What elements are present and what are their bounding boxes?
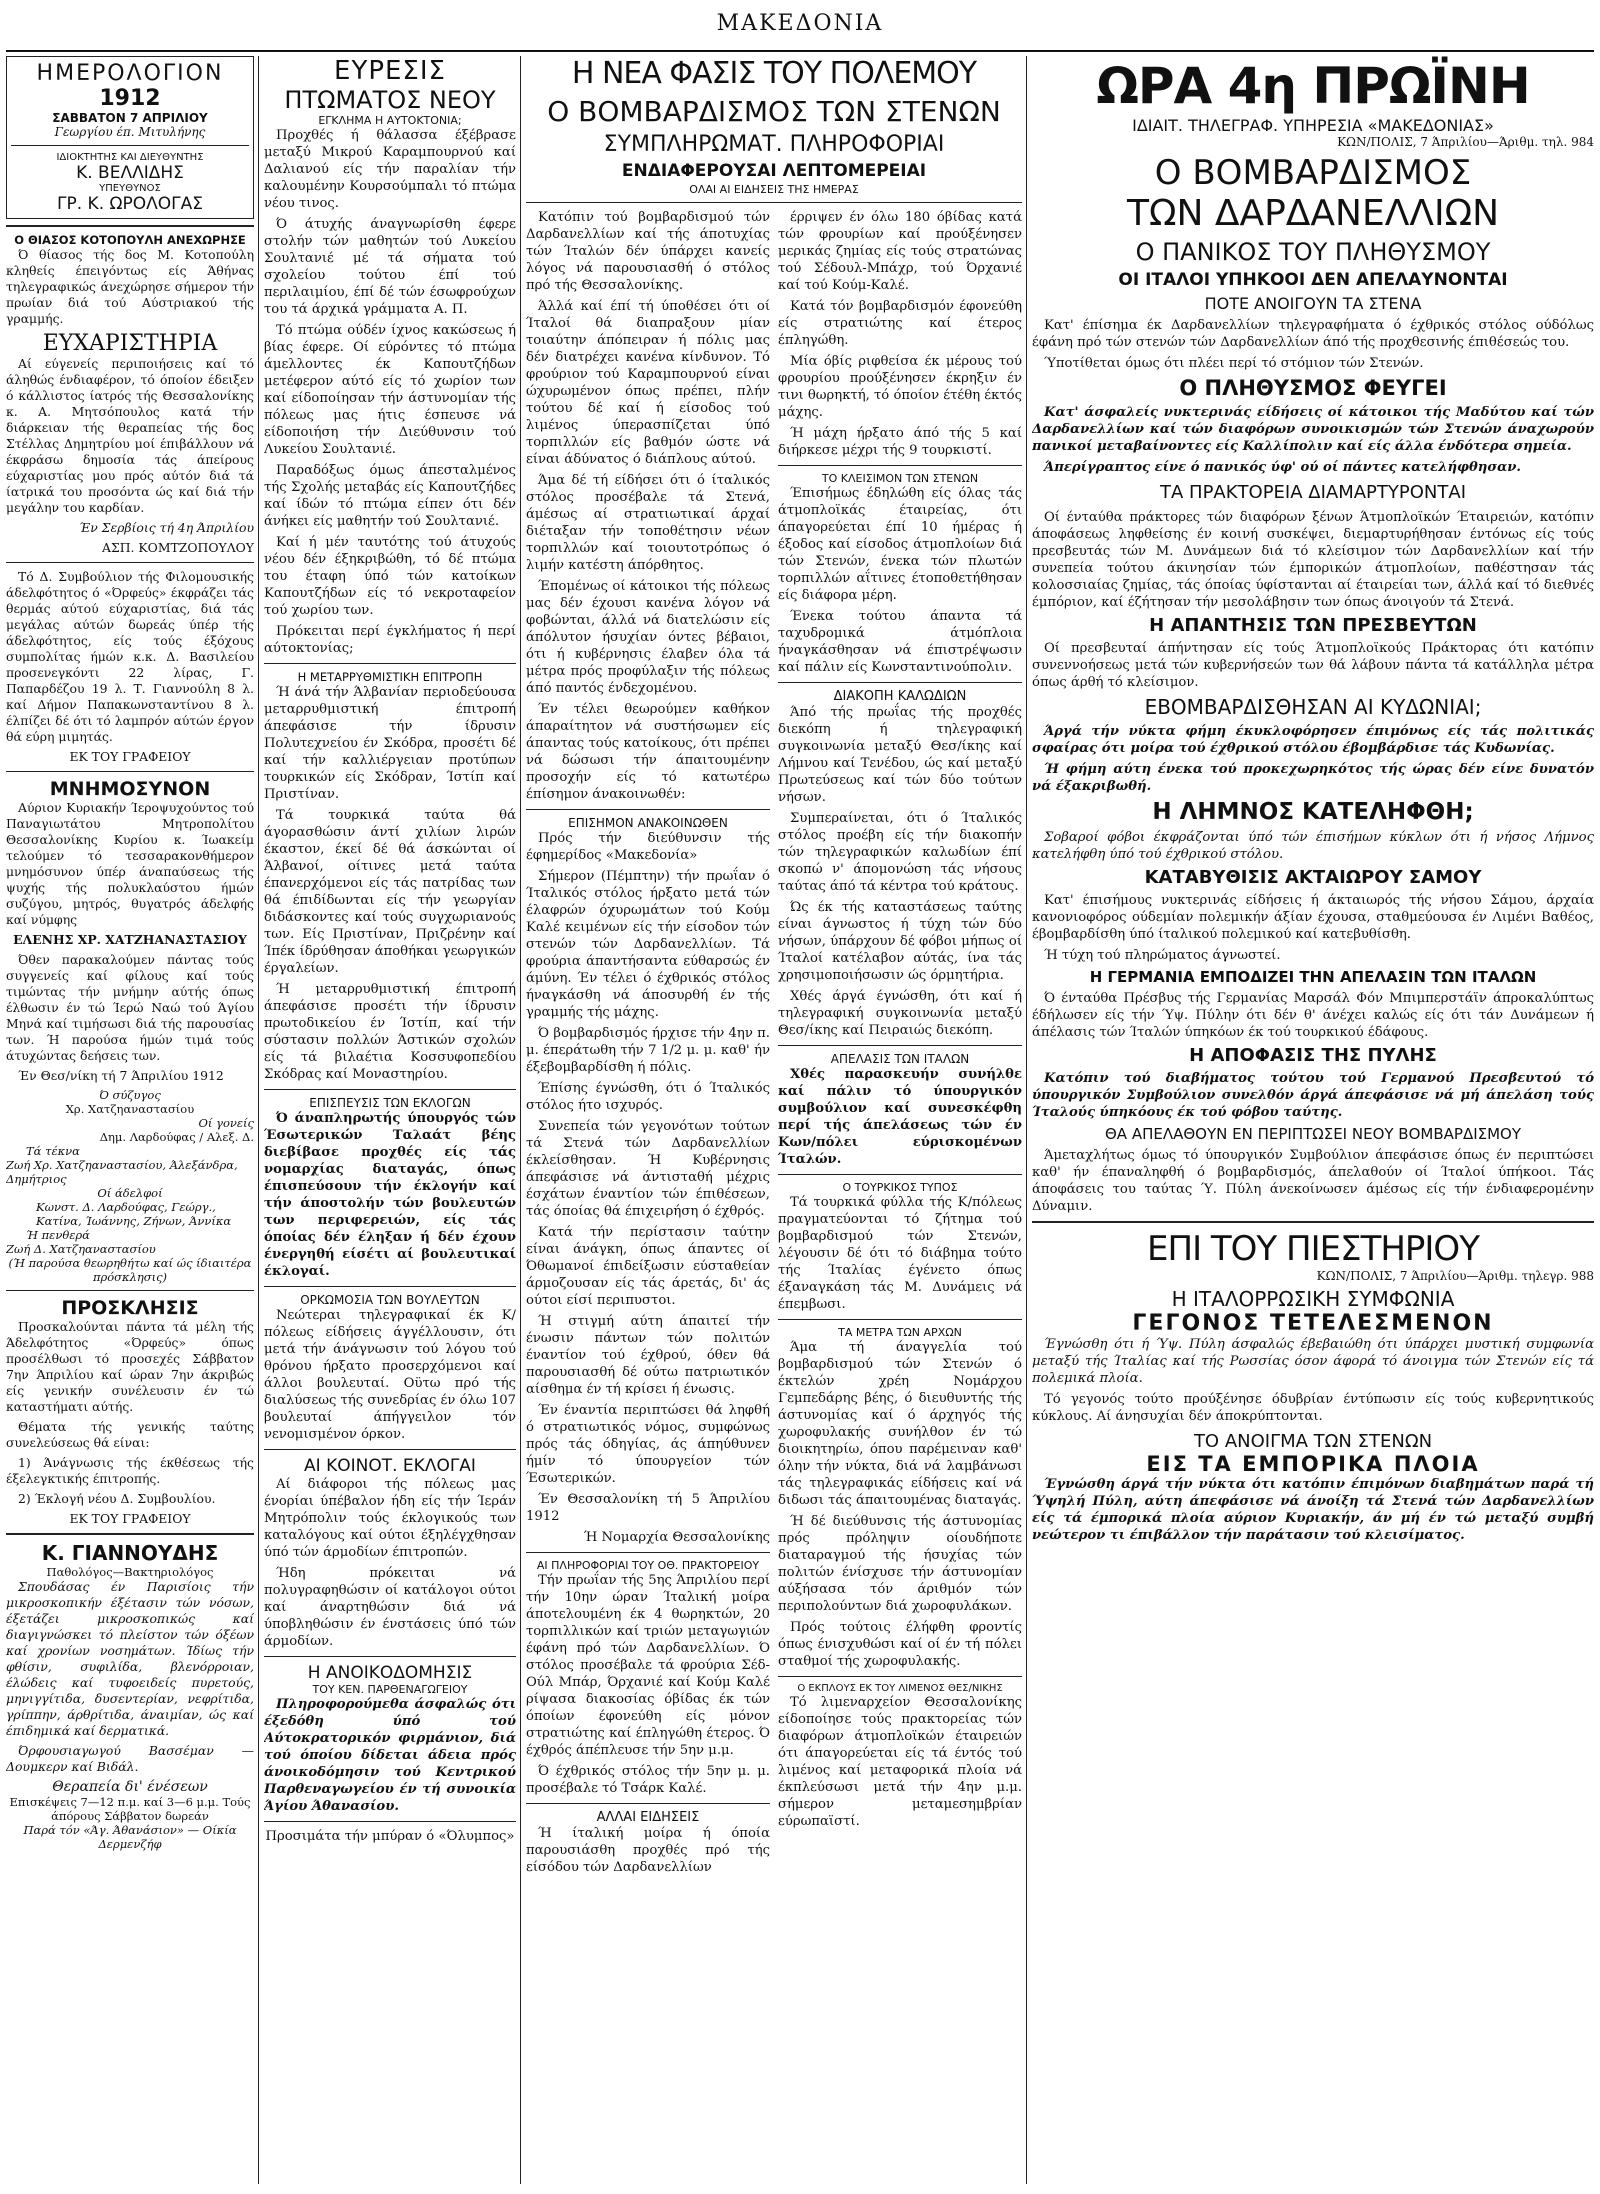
population-flees-headline: Ο ΠΛΗΘΥΣΜΟΣ ΦΕΥΓΕΙ xyxy=(1179,376,1447,400)
closure-paragraph: Έπισήμως έδηλώθη είς όλας τάς άτμοπλοϊκάς έταιρείας, ότι άπαγορεύεται έπί 10 ήμέρας ή έξοδος καί είσοδος άτμοπλοίων διά τών Στενών, ένεκα τών πλωτών τορπιλλών αΐτινες έτοποθετήθησαν είς διάφορα μέρη. xyxy=(778,486,1022,603)
agency-paragraph: Τήν πρωΐαν τής 5ης Άπριλίου περί τήν 10ην ώραν Ίταλική μοίρα άποτελουμένη έκ 4 θωρηκτών, 20 τορπιλλικών καί τριών μεταγωγιών έφάνη πρό τών Δαρδανελλίων. Ό στόλος προσέβαλε τά φρούρια Σέδ-Ούλ Μπάρ, Όρχανιέ καί Κούμ Καλέ ρίψασα διακοσίας όβίδας έκ τών όποίων έφονεύθη είς μόνον στρατιώτης καί έπληγώθη έτερος. Ό έχθρός άπέπλευσε τήν 5ην μ.μ. xyxy=(526,1573,770,1758)
telegraph-service: ΙΔΙΑΙΤ. ΤΗΛΕΓΡΑΦ. ΥΠΗΡΕΣΙΑ «ΜΑΚΕΔΟΝΙΑΣ» xyxy=(1132,116,1494,135)
closure-paragraph: Ένεκα τούτου άπαντα τά ταχυδρομικά άτμόπλοια ήναγκάσθησαν νά έπιστρέψωσιν καί πάλιν είς Κωνσταντινούπολιν. xyxy=(778,609,1022,675)
germany-paragraph: Ό ένταύθα Πρέσβυς τής Γερμανίας Μαρσάλ Φόν Μπιμπερστάϊν άπροκαλύπτως έδήλωσεν είς τήν Ύψ. Πύλην ότι δέν θ' άνέχει καλώς είς ότι τάν Δυνάμεων ή άπέλασις τών Ίταλών ύπηκόων έκ τού τουρκικού έδάφους. xyxy=(1032,991,1594,1040)
opening-headline-2: ΕΙΣ ΤΑ ΕΜΠΟΡΙΚΑ ΠΛΟΙΑ xyxy=(1146,1452,1480,1476)
corpse-paragraph: Πρόκειται περί έγκλήματος ή περί αύτοκτονίας; xyxy=(264,624,516,656)
memorial-headline: ΜΝΗΜΟΣΥΝΟΝ xyxy=(49,778,211,800)
official-paragraph: Ό βομβαρδισμός ήρχισε τήν 4ην π. μ. έπεράτωθη τήν 7 1/2 μ. μ. καθ' ήν έξεβομβαρδίσθη ή πόλις. xyxy=(526,1026,770,1075)
doctor-hours: Επισκέψεις 7—12 π.μ. καί 3—6 μ.μ. Τούς άπόρους Σάββατον δωρεάν xyxy=(9,1795,251,1823)
expulsion-paragraph: Χθές παρασκευήν συνήλθε καί πάλιν τό ύπουργικόν συμβούλιον καί συνεσκέφθη περί τής άπελάσεως τών έν Κων/πόλει εύρισκομένων Ίταλών. xyxy=(778,1067,1022,1167)
official-paragraph: Ή στιγμή αύτη άπαιτεί τήν ένωσιν πάντων τών πολιτών έναντίον τού έχθρού, όθεν θά παρουσιασθή δέ ούτω πατριωτικόν αίσθημα έν τή κρίσει ή ένωσις. xyxy=(526,1314,770,1397)
doctor-text: Σπουδάσας έν Παρισίοις τήν μικροσκοπικήν έξέτασιν τών νόσων, έξετάζει μικροσκοπικώς καί διαγιγνώσκει τό πλείστον τών όξέων καί χρονίων νοσημάτων. Ίδίως τήν φθίσιν, συφιλίδα, βλενόρροιαν, έλώδεις καί τυφοειδείς πυρετούς, μηνιγγίτιδα, δυσεντερίαν, νεφρίτιδα, γρίππην, άρθρίτιδα, άναιμίαν, ώς καί έπιδημικά καί δερματικά. xyxy=(6,1579,254,1738)
straits-opening-headline: ΠΟΤΕ ΑΝΟΙΓΟΥΝ ΤΑ ΣΤΕΝΑ xyxy=(1204,294,1422,313)
samos-paragraph: Κατ' έπισήμους νυκτερινάς είδήσεις ή άκταιωρός τής νήσου Σάμου, άρχαία κανονιοφόρος ούδεμίαν πολεμικήν άξίαν έχουσα, σταθμεύουσα έν Λιμένι Βαθέος, έβομβαρδίσθη ύπό ίταλικού πολεμικού καί κατεβυθίσθη. xyxy=(1032,893,1594,942)
official-addressee: Πρός τήν διεύθυνσιν τής έφημερίδος «Μακεδονία» xyxy=(526,831,770,863)
bombardment-paragraph: Έπομένως οί κάτοικοι τής πόλεως μας δέν έχουσι κανένα λόγον νά φοβώνται, άλλά νά διατελώσιν είς άπόλυτον ήσυχίαν όντες βέβαιοι, ότι ή κυβέρνησις έλαβεν όλα τά μέτρα πρός προφύλαξιν τής πόλεως άπό παντός ένδεχομένου. xyxy=(526,579,770,696)
agencies-headline: ΤΑ ΠΡΑΚΤΟΡΕΙΑ ΔΙΑΜΑΡΤΥΡΟΝΤΑΙ xyxy=(1160,482,1466,503)
accord-headline-2: ΓΕΓΟΝΟΣ ΤΕΤΕΛΕΣΜΕΝΟΝ xyxy=(1132,1311,1494,1336)
opening-headline: ΤΟ ΑΝΟΙΓΜΑ ΤΩΝ ΣΤΕΝΩΝ xyxy=(1193,1431,1433,1452)
accord-paragraph: Τό γεγονός τούτο προύξένησε όδυβρίαν έντύπωσιν είς τούς κυβερνητικούς κύκλους. Αί άνησυχίαι δέν άποκρύπτονται. xyxy=(1032,1392,1594,1424)
cable-paragraph: Ώς έκ τής καταστάσεως ταύτης είναι άγνωστος ή τύχη τών δύο νήσων, ύπάρχουν δέ φόβοι μήπως οί Ίταλοί κατέλαβον αύτάς, ίνα τάς χρησιμοποιήσωσιν ώς όρμητήρια. xyxy=(778,900,1022,983)
samos-paragraph: Ή τύχη τού πληρώματος άγνωστεί. xyxy=(1044,948,1281,963)
doctor-subtitle: Παθολόγος—Βακτηριολόγος xyxy=(46,1565,214,1579)
column-rule xyxy=(258,56,259,2184)
orpheus-text: Τό Δ. Συμβούλιον τής Φιλομουσικής άδελφότητος ό «Όρφεύς» έκφράζει τάς θερμάς αύτού εύχαριστίας, διά τάς μεγάλας αύτών δωρεάς ύπέρ τής άδελφότητος, είς τούς έξόχους συμπολίτας ήμών κ.κ. Δ. Βασιλείου προσενεγκόντι 22 λίρας, Γ. Παπαρδέζου 19 λ. Τ. Γιαννούλη 8 λ. καί Δήμον Παπακωνσταντίνου 8 λ. έλπίζει δέ ότι τό λαμπρόν αύτών έργον θά εύρη μιμητάς. xyxy=(6,569,254,744)
inlaw-note: (Ή παρούσα θεωρηθήτω καί ώς ίδιαιτέρα πρόσκλησις) xyxy=(8,1256,252,1284)
bombardment-headline-1: Ο ΒΟΜΒΑΡΔΙΣΜΟΣ xyxy=(1154,153,1472,193)
owner-label: ΙΔΙΟΚΤΗΤΗΣ ΚΑΙ ΔΙΕΥΘΥΝΤΗΣ xyxy=(56,152,204,163)
elections-paragraph: Ό άναπληρωτής ύπουργός τών Έσωτερικών Ταλαάτ βέης διεβίβασε προχθές είς τάς νομαρχίας διαταγάς, όπως έπισπεύσουν τήν έκλογήν καί τήν άποστολήν τών βουλευτών των περιφερειών, είς τάς όποίας δέν έληξαν ή δέν έχουν ένεργηθή είσέτι αί βουλευτικαί έκλογαί. xyxy=(264,1111,516,1279)
press-headline: ΕΠΙ ΤΟΥ ΠΙΕΣΤΗΡΙΟΥ xyxy=(1147,1229,1479,1269)
invite-agenda: Θέματα τής γενικής ταύτης συνελεύσεως θά είναι: xyxy=(6,1419,254,1450)
column-2 xyxy=(264,56,516,2184)
turkish-press-paragraph: Τά τουρκικά φύλλα τής Κ/πόλεως πραγματεύονται τό ζήτημα τού βομβαρδισμού τών Στενών, λέγουσιν δέ ότι τό διάβημα τούτο τής Ίταλίας έγένετο όπως έξαναγκάση τάς Μ. Δυνάμεις νά έπεμβωσι. xyxy=(778,1195,1022,1312)
cable-paragraph: Συμπεραίνεται, ότι ό Ίταλικός στόλος προέβη είς τήν διακοπήν τών τηλεγραφικών καλωδίων έπί σκοπώ ν' άπομονώση τάς νήσους ταύτας άπό τά κέντρα τού κράτους. xyxy=(778,811,1022,894)
official-paragraph: Έπίσης έγνώσθη, ότι ό Ίταλικός στόλος ήτο ισχυρός. xyxy=(526,1081,770,1113)
dateline-1: ΚΩΝ/ΠΟΛΙΣ, 7 Άπριλίου—Άριθμ. τηλ. 984 xyxy=(1337,135,1594,149)
elections-headline: ΕΠΙΣΠΕΥΣΙΣ ΤΩΝ ΕΚΛΟΓΩΝ xyxy=(309,1096,471,1110)
bombardment-paragraph: Άμα δέ τή είδήσει ότι ό ίταλικός στόλος προσέβαλε τά Στενά, άμέσως αί στρατιωτικαί άρχαί διέταξαν τήν τοποθέτησιν νέων τορπιλλών καί τοιουτοτρόπως ό λιμήν κατέστη άπόρθητος. xyxy=(526,473,770,573)
bombardment-headline: Ο ΒΟΜΒΑΡΔΙΣΜΟΣ ΤΩΝ ΣΤΕΝΩΝ xyxy=(547,95,1001,128)
calendar-day: ΣΑΒΒΑΤΟΝ 7 ΑΠΡΙΛΙΟΥ xyxy=(52,111,208,125)
closure-headline: ΤΟ ΚΛΕΙΣΙΜΟΝ ΤΩΝ ΣΤΕΝΩΝ xyxy=(821,472,979,485)
thanks-signature: ΑΣΠ. ΚΟΜΤΖΟΠΟΥΛΟΥ xyxy=(102,540,254,555)
commission-paragraph: Ή μεταρρυθμιστική έπιτροπή άπεφάσισε προσέτι τήν ίδρυσιν πρωτοδικείου έν Ίστίπ, καί τήν σύστασιν πολλών Άστικών σχολών είς τά βιλαέτια Κοσσυφοπεδίου Σκόδρας καί Μοναστηρίου. xyxy=(264,982,516,1082)
other-news-headline: ΑΛΛΑΙ ΕΙΔΗΣΕΙΣ xyxy=(596,1810,700,1825)
departure-headline: Ο ΕΚΠΛΟΥΣ ΕΚ ΤΟΥ ΛΙΜΕΝΟΣ ΘΕΣ/ΝΙΚΗΣ xyxy=(797,1683,1003,1694)
spouse-name: Χρ. Χατζηαναστασίου xyxy=(65,1102,195,1116)
hour-headline: ΩΡΑ 4η ΠΡΩΪΝΗ xyxy=(1096,57,1530,115)
accord-headline: Η ΙΤΑΛΟΡΡΩΣΙΚΗ ΣΥΜΦΩΝΙΑ xyxy=(1171,1287,1455,1311)
invite-signature: ΕΚ ΤΟΥ ΓΡΑΦΕΙΟΥ xyxy=(69,1511,191,1526)
bombardment-paragraph: Άλλά καί έπί τή ύποθέσει ότι οί Ίταλοί θά διαπραξουν μίαν τοιαύτην άπόπειραν ή πόλις μας δέν διατρέχει κανένα κίνδυνον. Τό φρούριον τού Καραμπουρνού είναι ώχυρωμένον όπως πρέπει, πλήν τούτου δέ καί ή είσοδος τού λιμένος ύπερασπίζεται ύπό τορπιλλών είς βαθμόν ώστε νά είναι άδύνατος ό διάπλους αύτού. xyxy=(526,299,770,467)
memorial-name: ΕΛΕΝΗΣ ΧΡ. ΧΑΤΖΗΑΝΑΣΤΑΣΙΟΥ xyxy=(13,932,247,947)
kydoniai-paragraph: Άργά τήν νύκτα φήμη έκυκλοφόρησεν έπιμόνως είς τάς πολιτικάς σφαίρας ότι μοίρα τού έχθρικού στόλου έβομβάρδισε τάς Κυδωνίας. xyxy=(1032,724,1594,756)
corpse-headline-2: ΠΤΩΜΑΤΟΣ ΝΕΟΥ xyxy=(284,86,496,114)
troupe-text: Ό θίασος τής δος Μ. Κοτοπούλη κληθείς έπειγόντως είς Άθήνας τηλεγραφικώς άνεχώρησε σήμερον τήν πρωίαν διά τού Αύστριακού τής γραμμής. xyxy=(6,247,254,326)
lemnos-paragraph: Σοβαροί φόβοι έκφράζονται ύπό τών έπισήμων κύκλων ότι ή νήσος Λήμνος κατελήφθη ύπό τού έχθρικού στόλου. xyxy=(1032,830,1594,862)
masthead xyxy=(0,0,1600,48)
porte-decision-headline: Η ΑΠΟΦΑΣΙΣ ΤΗΣ ΠΥΛΗΣ xyxy=(1189,1045,1437,1066)
bombardment-paragraph: Κατόπιν τού βομβαρδισμού τών Δαρδανελλίων καί τής άποτυχίας τών Ίταλών δέν ύπάρχει κανείς λόγος νά παρουσιασθή ό στόλος πρό τής Θεσσαλονίκης. xyxy=(526,210,770,293)
memorial-date: Έν Θεσ/νίκη τή 7 Άπριλίου 1912 xyxy=(18,1068,224,1083)
invite-text: Προσκαλούνται πάντα τά μέλη τής Άδελφότητος «Όρφεύς» όπως προσέλθωσι τό προσεχές Σάββατον 7ην Άπριλίου καί ώραν 7ην άκριβώς είς γενικήν συνέλευσιν έν τώ καταστήματι αύτής. xyxy=(6,1319,254,1414)
responsible-name: ΓΡ. Κ. ΩΡΟΛΟΓΑΣ xyxy=(57,194,203,214)
parents-names: Δημ. Λαρδούφας / Αλεξ. Δ. xyxy=(99,1130,254,1144)
ambassadors-headline: Η ΑΠΑΝΤΗΣΙΣ ΤΩΝ ΠΡΕΣΒΕΥΤΩΝ xyxy=(1149,615,1477,636)
invite-item-2: 2) Έκλογή νέου Δ. Συμβουλίου. xyxy=(18,1491,216,1506)
germany-headline: Η ΓΕΡΜΑΝΙΑ ΕΜΠΟΔΙΖΕΙ ΤΗΝ ΑΠΕΛΑΣΙΝ ΤΩΝ ΙΤΑΛΩΝ xyxy=(1089,968,1537,986)
cable-paragraph: Άπό τής πρωΐας τής προχθές διεκόπη ή τηλεγραφική συγκοινωνία μεταξύ Θεσ/ίκης καί Λήμνου καί Τενέδου, ώς καί μεταξύ Πρωτεύσεως καί τών δύο τούτων νήσων. xyxy=(778,705,1022,805)
children-names: Ζωή Χρ. Χατζηαναστασίου, Άλεξάνδρα, Δημήτριος xyxy=(6,1158,238,1186)
church-paragraph: Πληροφορούμεθα άσφαλώς ότι έξεδόθη ύπό τού Αύτοκρατορικόν φιρμάνιον, διά τού όποίου δίδεται άδεια πρός άνοικοδόμησιν τού Κεντρικού Παρθεναγωγείου έν τή συνοικία Άγίου Άθανασίου. xyxy=(264,1697,516,1814)
bombardment-paragraph: Μία όβίς ριφθείσα έκ μέρους τού φρουρίου προύξένησεν έκρηξιν έν τινι θωρηκτή, τό όποίον έτέθη έκτός μάχης. xyxy=(778,354,1022,420)
other-news-paragraph: Ή ίταλική μοίρα ή όποία παρουσιάσθη προχθές πρό τής είσόδου τών Δαρδανελλίων xyxy=(526,1826,770,1875)
invite-item-1: 1) Άνάγνωσις τής έκθέσεως τής έξελεγκτικής έπιτροπής. xyxy=(6,1455,254,1486)
war-headline: Η ΝΕΑ ΦΑΣΙΣ ΤΟΥ ΠΟΛΕΜΟΥ xyxy=(571,56,977,91)
thanks-date: Έν Σερβίοις τή 4η Άπριλίου xyxy=(79,520,254,535)
thanks-text: Αί εύγενείς περιποιήσεις καί τό άληθώς ένδιαφέρον, τό όποίον έδειξεν ό κάλλιστος ίατρός τής Θεσσαλονίκης κ. Α. Μητσόπουλος κατά τήν διάρκειαν τής θεραπείας τής δος Στέλλας Δημητρίου μοί έπιβάλλουν νά έκφράσω δημοσία τάς άπείρους εύχαριστίας μου πρός αύτόν διά τά ίατρικά του προσόντα ώς καί διά τήν μεγάλην του καρδίαν. xyxy=(6,356,254,515)
supplementary-headline: ΣΥΜΠΛΗΡΩΜΑΤ. ΠΛΗΡΟΦΟΡΙΑΙ xyxy=(603,132,945,157)
italian-subjects-headline: ΟΙ ΙΤΑΛΟΙ ΥΠΗΚΟΟΙ ΔΕΝ ΑΠΕΛΑΥΝΟΝΤΑΙ xyxy=(1118,270,1508,290)
inlaw-label: Ή πενθερά xyxy=(26,1228,90,1242)
agency-headline: ΑΙ ΠΛΗΡΟΦΟΡΙΑΙ ΤΟΥ ΟΘ. ΠΡΑΚΤΟΡΕΙΟΥ xyxy=(536,1559,760,1572)
corpse-paragraph: Προχθές ή θάλασσα έξέβρασε μεταξύ Μικρού Καραμπουρνού καί Δαλιανού είς τήν παραλίαν τήν καλουμένην Κουρσούμπαλι τό πτώμα νέου τινος. xyxy=(264,128,516,211)
accord-paragraph: Έγνώσθη ότι ή Ύψ. Πύλη άσφαλώς έβεβαιώθη ότι ύπάρχει μυστική συμφωνία μεταξύ τής Ίταλίας καί τής Ρωσσίας όσον άφορά τό άνοιγμα τών Στενών είς τά πολεμικά πλοία. xyxy=(1032,1337,1594,1386)
oath-paragraph: Νεώτεραι τηλεγραφικαί έκ Κ/πόλεως είδήσεις άγγέλλουσιν, ότι μετά τήν άνάγνωσιν τού λόγου τού θρόνου ήρξατο προσερχόμενοι καί άλλοι βουλευταί. Οϋτω πρό τής διαλύσεως τής συνεδρίας έν όλω 107 βουλευταί άπήγγειλον τόν νενομισμένον όρκον. xyxy=(264,1308,516,1442)
children-label: Τά τέκνα xyxy=(26,1144,80,1158)
bombardment-headline-2: ΤΩΝ ΔΑΡΔΑΝΕΛΛΙΩΝ xyxy=(1126,193,1500,234)
municipal-headline: ΑΙ ΚΟΙΝΟΤ. ΕΚΛΟΓΑΙ xyxy=(304,1456,476,1476)
measures-paragraph: Πρός τούτοις έλήφθη φροντίς όπως ένισχυθώσι καί οί έν τή πόλει σταθμοί τής χωροφυλακής. xyxy=(778,1620,1022,1669)
cable-headline: ΔΙΑΚΟΠΗ ΚΑΛΩΔΙΩΝ xyxy=(833,689,967,704)
inlaw-name: Ζωή Δ. Χατζηαναστασίου xyxy=(6,1242,156,1256)
details-headline: ΕΝΔΙΑΦΕΡΟΥΣΑΙ ΛΕΠΤΟΜΕΡΕΙΑΙ xyxy=(621,161,927,181)
corpse-paragraph: Ό άτυχής άναγνωρίσθη έφερε στολήν τών μαθητών τού Λυκείου Σουλτανιέ μέ τά σήματα τού σχολείου τούτου έπί τού περιλαιμίου, έπί δέ τών έσωφρούχων του τά άρχικά γράμματα Α. Π. xyxy=(264,217,516,317)
siblings-label: Οί άδελφοί xyxy=(97,1186,163,1200)
thanks-headline: ΕΥΧΑΡΙΣΤΗΡΙΑ xyxy=(42,331,218,356)
commission-paragraph: Τά τουρκικά ταύτα θά άγορασθώσιν άντί χιλίων λιρών έκαστον, έκεί δέ θά άσκώνται οί Άλβανοί, οίτινες μετά ταύτα έπανερχόμενοι είς τάς πατρίδας των θά έπιδίδωνται είς τήν γεωργίαν διδάσκοντες καί τούς συγχωριανούς των. Είς Πριστίναν, Πριζρένην καί Ίπέκ ίδρύθησαν άποθήκαι γεωργικών έργαλείων. xyxy=(264,808,516,976)
office-signature: ΕΚ ΤΟΥ ΓΡΑΦΕΙΟΥ xyxy=(69,749,191,764)
cable-paragraph: Χθές άργά έγνώσθη, ότι καί ή τηλεγραφική συγκοινωνία μεταξύ Θεσ/ίκης καί Πειραιώς διεκόπη. xyxy=(778,989,1022,1038)
measures-headline: ΤΑ ΜΕΤΡΑ ΤΩΝ ΑΡΧΩΝ xyxy=(838,1326,962,1339)
straits-paragraph: Ύποτίθεται όμως ότι πλέει περί τό στόμιον τών Στενών. xyxy=(1044,356,1424,371)
column-1 xyxy=(6,56,254,2184)
bombardment-paragraph: Έν τέλει θεωρούμεν καθήκον άπαραίτητον νά συστήσωμεν είς άπαντας τούς κατοίκους, ότι πρέπει νά δώσωσι τήν άπαιτουμένην προσοχήν είς τό κατωτέρω έπίσημον άνακοινωθέν: xyxy=(526,702,770,802)
doctor-hours-headline: Θεραπεία δι' ένέσεων xyxy=(52,1779,208,1795)
corpse-paragraph: Τό πτώμα ούδέν ίχνος κακώσεως ή βίας έφερε. Οί εύρόντες τό πτώμα άμελλοντες έκ Καπουτζήδων μετέφερον αύτό είς τό χωρίον των καί είδοποίησαν τήν άστυνομίαν τής πόλεως μας ήτις έσπευσε νά είδοποιήση τήν Διεύθυνσιν τού Λυκείου Σουλτανιέ. xyxy=(264,323,516,457)
ambassadors-paragraph: Οί πρεσβευταί άπήντησαν είς τούς Άτμοπλοϊκούς Πράκτορας ότι κατόπιν συνεννοήσεως μετά τών κυβερνήσεών των θά λάβουν πάντα τά κατάλληλα μέτρα όπως άρθή τό κλείσιμον. xyxy=(1032,641,1594,690)
municipal-paragraph: Αί διάφοροι τής πόλεως μας ένορίαι ύπέβαλον ήδη είς τήν Ίεράν Μητρόπολιν τούς έκλογικούς των καταλόγους καί ούτοι έξηλέγχθησαν ύπό τών άρμοδίων έπιτροπών. xyxy=(264,1477,516,1560)
turkish-press-headline: Ο ΤΟΥΡΚΙΚΟΣ ΤΥΠΟΣ xyxy=(842,1181,958,1194)
church-subhead: ΤΟΥ ΚΕΝ. ΠΑΡΘΕΝΑΓΩΓΕΙΟΥ xyxy=(312,1683,468,1696)
straits-paragraph: Κατ' έπίσημα έκ Δαρδανελλίων τηλεγραφήματα ό έχθρικός στόλος ούδόλως έφάνη πρό τών στενών τών Δαρδανελλίων άπό τής προχθεσινής έπιθέσεώς του. xyxy=(1032,318,1594,350)
responsible-label: ΥΠΕΥΘΥΝΟΣ xyxy=(99,183,161,194)
memorial-text: Αύριον Κυριακήν Ίεροψυχούντος τού Παναγιωτάτου Μητροπολίτου Θεσσαλονίκης Κυρίου κ. Ίωακείμ τελούμεν τό τεσσαρακονθήμερον μνημόσυνον ύπέρ άναπαύσεως τής ψυχής τής πολυκλαύστου ήμών συζύγου, μητρός, θυγατρός άδελφής καί νύμφης xyxy=(6,800,254,927)
agency-paragraph: Ό έχθρικός στόλος τήν 5ην μ. μ. προσέβαλε τό Τσάρκ Καλέ. xyxy=(526,1764,770,1796)
opening-paragraph: Έγνώσθη άργά τήν νύκτα ότι κατόπιν έπιμόνων διαβημάτων παρά τή Ύψηλή Πύλη, αύτη άπεφάσισε νά άνοίξη τά Στενά τών Δαρδανελλίων είς τά έμπορικά πλοία αύριον Κυριακήν, άν μή έν τώ μεταξύ συμβή νεώτερον τι έπιβάλλον τήν παράτασιν τού κλεισίματος. xyxy=(1032,1477,1594,1543)
siblings-names: Κωνστ. Δ. Λαρδούφας, Γεώργ., Κατίνα, Ίωάννης, Ζήνων, Άννίκα xyxy=(36,1200,232,1228)
official-paragraph: Συνεπεία τών γεγονότων τούτων τά Στενά τών Δαρδανελλίων έκλείσθησαν. Ή Κυβέρνησις άπεφάσισε νά άντισταθή μέχρις έσχάτων έναντίον τών έπιθέσεων, τάς όποίας θά έπιχειρήση ό έχθρός. xyxy=(526,1119,770,1219)
official-date: Έν Θεσσαλονίκη τή 5 Άπριλίου 1912 xyxy=(526,1492,770,1524)
corpse-paragraph: Παραδόξως όμως άπεσταλμένος τής Σχολής μεταβάς είς Καπουτζήδες καί ίδών τό πτώμα είπεν ότι δέν άνήκει είς μαθητήν τού Σουλτανιέ. xyxy=(264,463,516,529)
owner-name: Κ. ΒΕΛΛΙΔΗΣ xyxy=(76,163,184,183)
lemnos-headline: Η ΛΗΜΝΟΣ ΚΑΤΕΛΗΦΘΗ; xyxy=(1152,799,1474,825)
top-rule xyxy=(6,50,1594,52)
expulsion-headline: ΑΠΕΛΑΣΙΣ ΤΩΝ ΙΤΑΛΩΝ xyxy=(830,1052,970,1066)
commission-headline: Η ΜΕΤΑΡΡΥΘΜΙΣΤΙΚΗ ΕΠΙΤΡΟΠΗ xyxy=(297,670,483,684)
porte-decision-paragraph: Κατόπιν τού διαβήματος τούτου τού Γερμανού Πρεσβευτού τό ύπουργικόν Συμβούλιον συνελθόν άργά άπεφάσισε νά μή άπελάση τούς Ίταλούς ύπηκόους έκ τού φόβου ταύτης. xyxy=(1032,1071,1594,1120)
agencies-paragraph: Οί ένταύθα πράκτορες τών διαφόρων ξένων Άτμοπλοϊκών Έταιρειών, κατόπιν άποφάσεως ληφθείσης έν κοινή συσκέψει, διεμαρτυρήθησαν έντόνως είς τούς πρεσβευτάς τών Μ. Δυνάμεων διά τό κλείσιμον τών Δαρδανελλίων καί τήν συνεπεία τούτου άκινησίαν τών έμπορικών άτμοπλοίων, παθέστησαν τάς κολοσσιαίας ζημίας, τάς όποίας ύφίστανται αί έταιρείαι των, άλλά καί τό διεθνές έμπόριον, καί έζήτησαν τήν μεσολάβησιν των όπως άνοιγούν τά Στενά. xyxy=(1032,510,1594,610)
bombardment-paragraph: έρριψεν έν όλω 180 όβίδας κατά τών φρουρίων καί προύξένησεν μερικάς ζημίας είς τούς στρατώνας τού Σέδουλ-Μπάχρ, τού Όρχανιέ καί τού Κούμ-Καλέ. xyxy=(778,210,1022,293)
column-2-footer: Προσιμάτα τήν μπύραν ό «Όλυμπος» xyxy=(265,1829,515,1844)
departure-paragraph: Τό λιμεναρχείον Θεσσαλονίκης είδοποίησε τούς πρακτορείας τών διαφόρων άτμοπλοϊκών έταιρειών ότι άπαγορεύεται είς τά έντός τού λιμένος καί μεταφορικά πλοία νά έκπλεύσωσι μετά τήν 4ην μ.μ. σήμερον μεταμεσημβρίαν εύρωπαϊστί. xyxy=(778,1695,1022,1829)
official-paragraph: Σήμερον (Πέμπτην) τήν πρωΐαν ό Ίταλικός στόλος ήρξατο μετά τών έλαφρών όχυρωμάτων τού Κούμ Καλέ κειμένων είς τήν είσοδον τών στενών τών Δαρδανελλίων. Τά φρούρια άπαντήσαντα εύθαρσώς έν άμύνη. Έν τέλει ό έχθρικός στόλος ήναγκάσθη νά άποσυρθή έν τής γραμμής τής μάχης. xyxy=(526,869,770,1020)
kydoniai-paragraph: Ή φήμη αύτη ένεκα τού προκεχωρηκότος τής ώρας δέν είνε δυνατόν νά έξακριβωθή. xyxy=(1032,762,1594,794)
memorial-text-2: Όθεν παρακαλούμεν πάντας τούς συγγενείς καί φίλους καί τούς τιμώντας τήν μνήμην αύτής όπως έλθωσιν έν τώ Ίερώ Ναώ τού Άγίου Μηνά καί τιμήσωσι διά τής παρουσίας των. Ή παρούσα ήμών τιμά τούς άτυχώντας δεήσεις των. xyxy=(6,952,254,1063)
municipal-paragraph: Ήδη πρόκειται νά πολυγραφηθώσιν οί κατάλογοι ούτοι καί άναρτηθώσιν διά νά ύποβληθώσιν έν ένστάσεις ύπό τών άρμοδίων. xyxy=(264,1566,516,1649)
flee-paragraph: Άπερίγραπτος είνε ό πανικός ύφ' ού οί πάντες κατελήφθησαν. xyxy=(1044,460,1521,475)
oath-headline: ΟΡΚΩΜΟΣΙΑ ΤΩΝ ΒΟΥΛΕΥΤΩΝ xyxy=(300,1293,480,1307)
corpse-subhead: ΕΓΚΛΗΜΑ Η ΑΥΤΟΚΤΟΝΙΑ; xyxy=(318,114,462,127)
dateline-2: ΚΩΝ/ΠΟΛΙΣ, 7 Άπριλίου—Άριθμ. τηλεγρ. 988 xyxy=(1316,1269,1594,1283)
measures-paragraph: Άμα τή άναγγελία τού βομβαρδισμού τών Στενών ό έκτελών χρέη Νομάρχου Γεμπεδάρης βέης, ό διευθυντής τής άστυνομίας καί ό άρχηγός τής χωροφυλακής συνήλθον έν τώ διοικητηρίω, όπου παρέμειναν καθ' όλην τήν νύκτα, διά νά λαμβάνωσι τάς τηλεγραφικάς είδήσεις καί νά διδωσι τάς άπαιτουμένας διαταγάς. xyxy=(778,1340,1022,1508)
column-rule xyxy=(520,56,521,2184)
invite-headline: ΠΡΟΣΚΛΗΣΙΣ xyxy=(61,1297,199,1319)
calendar-title: ΗΜΕΡΟΛΟΓΙΟΝ xyxy=(36,61,224,86)
measures-paragraph: Ή δέ διεύθυνσις τής άστυνομίας πρός πρόληψιν οίουδήποτε διαταραγμού τής ήσυχίας τών πολιτών ένίσχυσε τήν άστυνομίαν αύξήσασα τόν άριθμόν τών περιπολούντων διά χωροφυλάκων. xyxy=(778,1514,1022,1614)
daily-news-subhead: ΟΛΑΙ ΑΙ ΕΙΔΗΣΕΙΣ ΤΗΣ ΗΜΕΡΑΣ xyxy=(689,183,859,196)
bombardment-paragraph: Κατά τόν βομβαρδισμόν έφονεύθη είς στρατιώτης καί έτερος έπληγώθη. xyxy=(778,299,1022,348)
column-rule xyxy=(1026,56,1027,2184)
commission-paragraph: Ή άνά τήν Άλβανίαν περιοδεύουσα μεταρρυθμιστική έπιτροπή άπεφάσισε τήν ίδρυσιν Πολυτεχνείου έν Σκόδρα, προσέτι δέ καί τήν καλλιέργειαν προτύπων τουρκικών είς Σκόδραν, Ίστίπ καί Πριστίναν. xyxy=(264,685,516,802)
church-headline: Η ΑΝΟΙΚΟΔΟΜΗΣΙΣ xyxy=(307,1663,473,1683)
bombardment-paragraph: Ή μάχη ήρξατο άπό τής 5 καί διήρκεσε μέχρι τής 9 τουρκιστί. xyxy=(778,426,1022,458)
kydoniai-headline: ΕΒΟΜΒΑΡΔΙΣΘΗΣΑΝ ΑΙ ΚΥΔΩΝΙΑΙ; xyxy=(1144,695,1482,719)
official-paragraph: Έν έναντία περιπτώσει θά ληφθή ό στρατιωτικός νόμος, συμφώνως πρός τάς όδηγίας, άς άπηύθυνεν ήμίν τό ύπουργείον τών Έσωτερικών. xyxy=(526,1403,770,1486)
spouse-label: Ό σύζυγος xyxy=(99,1088,161,1102)
troupe-headline: Ο ΘΙΑΣΟΣ ΚΟΤΟΠΟΥΛΗ ΑΝΕΧΩΡΗΣΕ xyxy=(14,233,246,247)
calendar-box xyxy=(6,56,254,219)
panic-headline: Ο ΠΑΝΙΚΟΣ ΤΟΥ ΠΛΗΘΥΣΜΟΥ xyxy=(1135,238,1491,266)
doctor-address: Όρφουσιαγωγού Βασσέμαν — Δουμκερν καί Βιδάλ. xyxy=(6,1743,254,1774)
samos-headline: ΚΑΤΑΒΥΘΙΣΙΣ ΑΚΤΑΙΩΡΟΥ ΣΑΜΟΥ xyxy=(1144,867,1482,888)
column-3 xyxy=(526,56,1022,2184)
doctor-footer: Παρά τόν «Άγ. Άθανάσιον» — Οίκία Δερμενζήφ xyxy=(23,1823,237,1851)
calendar-saint: Γεωργίου έπ. Μιτυλήνης xyxy=(54,125,206,139)
doctor-headline: Κ. ΓΙΑΝΝΟΥΔΗΣ xyxy=(41,1541,219,1565)
official-paragraph: Κατά τήν περίστασιν ταύτην είναι άνάγκη, όπως άπαντες οί Όθωμανοί έπιδείξωσιν εύσταθείαν άρμοζουσαν είς τάς άρετάς, δι' άς ούτοι είσί περιπυστοι. xyxy=(526,1225,770,1308)
expel-headline: ΘΑ ΑΠΕΛΑΘΟΥΝ ΕΝ ΠΕΡΙΠΤΩΣΕΙ ΝΕΟΥ ΒΟΜΒΑΡΔΙΣΜΟΥ xyxy=(1104,1125,1522,1143)
expel-paragraph: Άμεταχλήτως όμως τό ύπουργικόν Συμβούλιον άπεφάσισε όπως έν περιπτώσει καθ' ήν έπαναληφθή ό βομβαρδισμός, άπελαθούν οί Ίταλοί ύπήκοοι. Τάς άποφάσεις του ταύτας Ύ. Πύλη άνεκοίνωσεν άμέσως είς τήν ένδιαφερομένην Δύναμιν. xyxy=(1032,1148,1594,1214)
official-signature: Ή Νομαρχία Θεσσαλονίκης xyxy=(583,1530,770,1545)
official-headline: ΕΠΙΣΗΜΟΝ ΑΝΑΚΟΙΝΩΘΕΝ xyxy=(568,816,728,830)
corpse-paragraph: Καί ή μέν ταυτότης τού άτυχούς νέου δέν έξηκριβώθη, τό δέ πτώμα του έταφη ύπό τών κατοίκων Καπουτζήδων είς τό νεκροταφείον τού χωρίου των. xyxy=(264,535,516,618)
parents-label: Οί γονείς xyxy=(198,1116,254,1130)
masthead-title: ΜΑΚΕΔΟΝΙΑ xyxy=(716,11,884,36)
column-4 xyxy=(1032,56,1594,2184)
corpse-headline-1: ΕΥΡΕΣΙΣ xyxy=(334,56,446,86)
calendar-year: 1912 xyxy=(99,86,161,111)
flee-paragraph: Κατ' άσφαλείς νυκτερινάς είδήσεις οί κάτοικοι τής Μαδύτου καί τών Δαρδανελλίων καί τών διαφόρων συνοικισμών τών Στενών άναχωρούν πανικοί μεταβαίνοντες είς Καλλίπολιν καί είς άλλα ένδότερα σημεία. xyxy=(1032,405,1594,454)
